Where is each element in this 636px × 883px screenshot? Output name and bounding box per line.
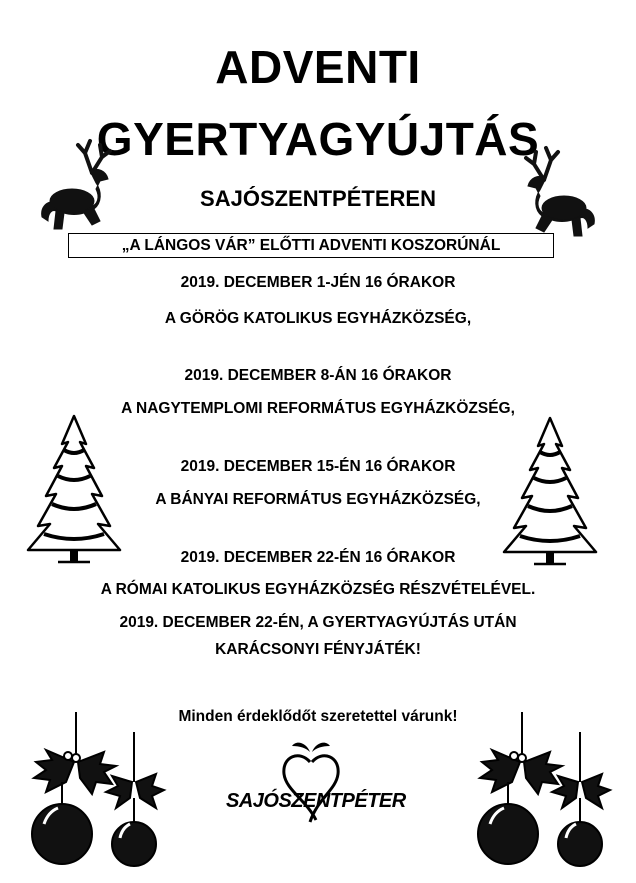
event-4-date: 2019. DECEMBER 22-ÉN 16 ÓRAKOR (180, 549, 456, 566)
christmas-tree-icon (500, 412, 600, 572)
logo-text: SAJÓSZENTPÉTER (226, 790, 406, 812)
light-show-line-1: 2019. DECEMBER 22-ÉN, A GYERTYAGYÚJTÁS UTÁN (119, 614, 517, 631)
invitation-text: Minden érdeklődőt szeretettel várunk! (178, 708, 458, 725)
event-2-host: A NAGYTEMPLOMI REFORMÁTUS EGYHÁZKÖZSÉG, (121, 400, 515, 417)
reindeer-icon (506, 140, 606, 240)
christmas-tree-icon (24, 410, 124, 570)
reindeer-icon (30, 133, 130, 233)
event-1-date: 2019. DECEMBER 1-JÉN 16 ÓRAKOR (180, 274, 456, 291)
heart-leaf-logo-icon (266, 738, 356, 828)
holly-ornament-icon (462, 712, 612, 872)
event-3-host: A BÁNYAI REFORMÁTUS EGYHÁZKÖZSÉG, (155, 491, 481, 508)
title-line-1: ADVENTI (215, 41, 421, 93)
holly-ornament-icon (16, 712, 166, 872)
event-4-host: A RÓMAI KATOLIKUS EGYHÁZKÖZSÉG RÉSZVÉTELÉVEL. (100, 581, 536, 598)
event-3-date: 2019. DECEMBER 15-ÉN 16 ÓRAKOR (180, 458, 456, 475)
light-show-line-2: KARÁCSONYI FÉNYJÁTÉK! (215, 641, 421, 658)
event-1-host: A GÖRÖG KATOLIKUS EGYHÁZKÖZSÉG, (164, 310, 472, 327)
location-box: „A LÁNGOS VÁR” ELŐTTI ADVENTI KOSZORÚNÁL (68, 233, 554, 258)
town-logo (226, 738, 406, 838)
event-2-date: 2019. DECEMBER 8-ÁN 16 ÓRAKOR (184, 367, 452, 384)
title-line-2: GYERTYAGYÚJTÁS (96, 113, 540, 165)
subtitle: SAJÓSZENTPÉTEREN (200, 186, 436, 211)
